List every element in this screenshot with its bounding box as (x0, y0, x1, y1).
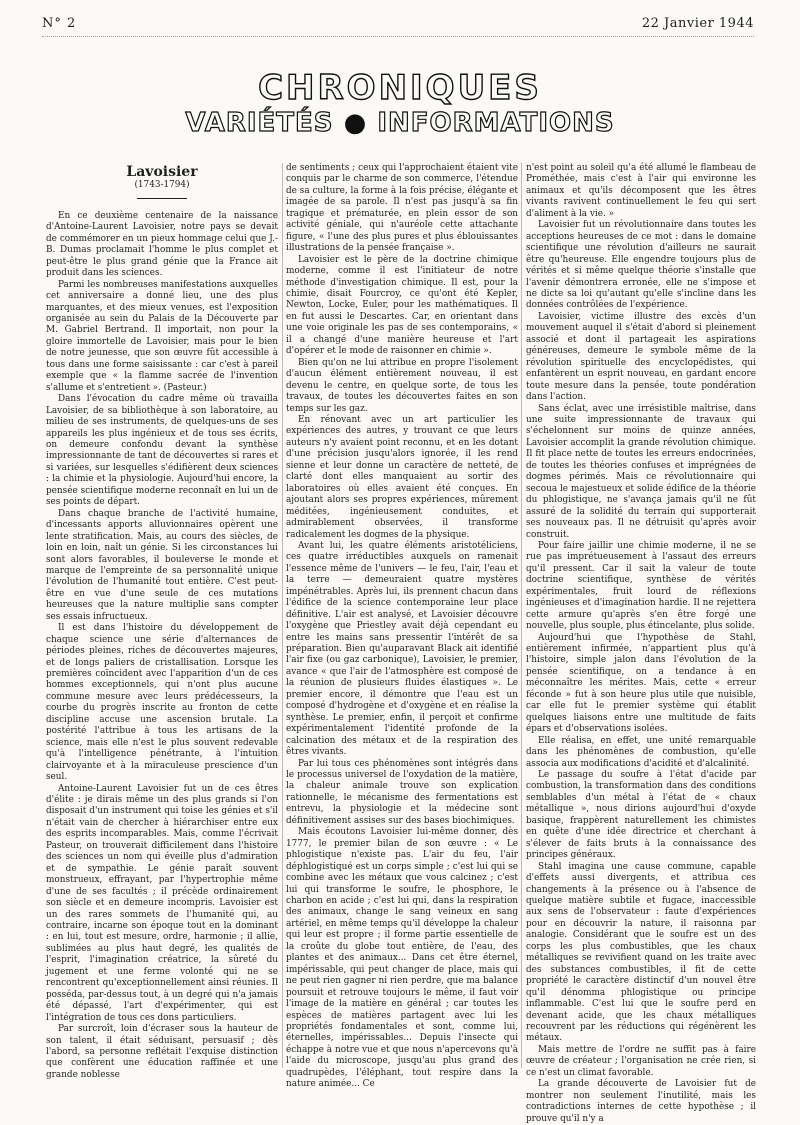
article-column-3 (526, 163, 756, 1124)
paragraph: En ce deuxième centenaire de la naissance d'Antoine-Laurent Lavoisier, notre pays se devait de commémorer en un pieux hommage celui que J.-B. Dumas proclamait l'homme le plus complet et peut-être le plus grand génie que la France ait produit dans les sciences. (46, 210, 278, 279)
paragraph: Il est dans l'histoire du développement de chaque science une série d'alternances de périodes pleines, riches de découvertes majeures, et de longs paliers de cristallisation. Lorsque les premières coïncident avec l'apparition d'un de ces hommes exceptionnels, qui n'ont plus aucune commune mesure avec leurs prédécesseurs, la courbe du progrès inscrite au fronton de cette discipline accuse une ascension brutale. La postérité l'attribue à tous les artisans de la science, mais elle n'est le plus souvent redevable qu'à l'intelligence pénétrante, à l'intuition clairvoyante et à la miraculeuse prescience d'un seul. (46, 623, 278, 783)
paragraph: Elle réalisa, en effet, une unité remarquable dans les phénomènes de combustion, qu'elle associa aux modifications d'acidité et d'alcalinité. (526, 735, 756, 769)
column-divider (282, 163, 283, 1068)
paragraph: Pour faire jaillir une chimie moderne, il ne se rue pas imprétueusement à l'assaut des erreurs qu'il pressent. Car il sait la valeur de toute doctrine scientifique, synthèse de vérités expérimentales, fruit lourd de réflexions ingénieuses et d'imagination hardie. Il ne rejettera cette armure qu'après s'en être forgé une nouvelle, plus souple, plus étincelante, plus solide. (526, 540, 756, 632)
paragraph: Parmi les nombreuses manifestations auxquelles cet anniversaire a donné lieu, une des plus marquantes, et des mieux venues, est l'exposition organisée au sein du Palais de la Découverte par M. Gabriel Bertrand. Il importait, non pour la gloire immortelle de Lavoisier, mais pour le bien de notre jeunesse, que son œuvre fût accessible à tous dans une forme saisissante : car c'est à pareil exemple que « la flamme sacrée de l'invention s'allume et s'entretient ». (Pasteur.) (46, 279, 278, 393)
paragraph: Par lui tous ces phénomènes sont intégrés dans le processus universel de l'oxydation de la matière, la chaleur animale trouve son explication rationnelle, le mécanisme des fermentations est entrevu, la physiologie et la médecine sont définitivement assises sur des bases biochimiques. (286, 758, 518, 826)
paragraph: La grande découverte de Lavoisier fut de montrer non seulement l'inutilité, mais les contradictions internes de cette hypothèse ; il prouve qu'il n'y a (526, 1079, 756, 1124)
paragraph: Aujourd'hui que l'hypothèse de Stahl, entièrement infirmée, n'appartient plus qu'à l'histoire, simple jalon dans l'évolution de la pensée scientifique, on a tendance à en méconnaître les mérites. Mais, cette « erreur féconde » fut à son heure plus utile que nuisible, car elle fut le premier système qui établit quelques liaisons entre une multitude de faits épars et d'observations isolées. (526, 632, 756, 735)
issue-date: 22 Janvier 1944 (641, 16, 754, 31)
masthead-subtitle (0, 108, 800, 138)
column-divider (521, 163, 522, 1068)
paragraph: Antoine-Laurent Lavoisier fut un de ces êtres d'élite : je dirais même un des plus grands si l'on disposait d'un instrument qui toise les génies et s'il n'était vain de chercher à hiérarchiser entre eux des esprits incomparables. Mais, comme l'écrivait Pasteur, on trouverait difficilement dans l'histoire des sciences un nom qui éveille plus d'admiration et de sympathie. Le génie paraît souvent monstrueux, effrayant, par l'hypertrophie même d'une de ses facultés ; il précède ordinairement son siècle et en demeure incompris. Lavoisier est un des rares sommets de l'humanité qui, au contraire, incarne son époque tout en la dominant : en lui, tout est mesure, ordre, harmonie ; il allie, sublimées au plus haut degré, les qualités de l'esprit, l'imagination créatrice, la sûreté du jugement et une ferme volonté qui ne se rencontrent qu'exceptionnellement ainsi réunies. Il posséda, par-dessus tout, à un degré qui n'a jamais été dépassé, l'art d'expérimenter, qui est l'intégration de tous ces dons particuliers. (46, 783, 278, 1023)
article-column-1 (46, 163, 278, 1080)
paragraph: Le passage du soufre à l'état d'acide par combustion, la transformation dans des conditions semblables d'un métal à l'état de « chaux métallique », nous dirions aujourd'hui d'oxyde basique, frappèrent naturellement les chimistes en quête d'une idée directrice et cherchant à s'élever de faits bruts à la connaissance des principes généraux. (526, 770, 756, 861)
title-divider (137, 198, 187, 199)
paragraph: Dans l'évocation du cadre même où travailla Lavoisier, de sa bibliothèque à son laboratoire, au milieu de ses instruments, de quelques-uns de ses appareils les plus ingénieux et de tous ses écrits, on demeure confondu devant la synthèse impressionnante de tant de découvertes si rares et si variées, sur lesquelles s'édifièrent deux sciences : la chimie et la physiologie. Aujourd'hui encore, la pensée scientifique moderne reconnaît en lui un de ses points de départ. (46, 394, 278, 508)
paragraph: Par surcroît, loin d'écraser sous la hauteur de son talent, il était séduisant, persuasif ; dès l'abord, sa personne reflétait l'exquise distinction que confèrent une éducation raffinée et une grande noblesse (46, 1024, 278, 1080)
masthead-informations: INFORMATIONS (377, 108, 615, 138)
masthead-varietes: VARIÉTÉS (185, 108, 334, 138)
paragraph: Avant lui, les quatre éléments aristotéliciens, ces quatre irréductibles auxquels on ramenait l'essence même de l'univers — le feu, l'air, l'eau et la terre — demeuraient quatre mystères impénétrables. Après lui, ils prennent chacun dans l'édifice de la science contemporaine leur place définitive. L'air est analysé, et Lavoisier découvre l'oxygène que Priestley avait déjà cependant eu entre les mains sans pressentir l'intérêt de sa préparation. Bien qu'auparavant Black ait identifié l'air fixe (ou gaz carbonique), Lavoisier, le premier, avance « que l'air de l'atmosphère est composé de la réunion de plusieurs fluides élastiques ». Le premier encore, il démontre que l'eau est un composé d'hydrogène et d'oxygène et en réalise la synthèse. Le premier, enfin, il perçoit et confirme expérimentalement l'identité profonde de la calcination des métaux et de la respiration des êtres vivants. (286, 540, 518, 758)
paragraph: Lavoisier fut un révolutionnaire dans toutes les acceptions heureuses de ce mot : dans le domaine scientifique une révolution d'ailleurs ne saurait être qu'heureuse. Elle engendre toujours plus de vérités et si même quelque théorie s'installe que l'avenir démontrera erronée, elle ne s'impose et ne dicte sa loi qu'autant qu'elle s'incline dans les données contrôlées de l'expérience. (526, 220, 756, 311)
paragraph: de sentiments ; ceux qui l'approchaient étaient vite conquis par le charme de son commerce, l'étendue de sa culture, la forme à la fois précise, élégante et imagée de sa parole. Il n'est pas jusqu'à sa fin tragique et prématurée, en plein essor de son activité géniale, qui n'auréole cette attachante figure, « l'une des plus pures et plus éblouissantes illustrations de la pensée française ». (286, 163, 518, 254)
paragraph: Dans chaque branche de l'activité humaine, d'incessants apports alluvionnaires opèrent une lente stratification. Mais, au cours des siècles, de loin en loin, naît un génie. Si les circonstances lui sont alors favorables, il bouleverse le monde et marque de l'empreinte de sa personnalité unique l'évolution de l'humanité tout entière. C'est peut-être en vue d'une seule de ces mutations heureuses que la nature multiplie sans compter ses essais infructueux. (46, 508, 278, 622)
paragraph: Mais mettre de l'ordre ne suffit pas à faire œuvre de créateur ; l'organisation ne crée rien, si ce n'est un climat favorable. (526, 1044, 756, 1078)
bullet-icon: ● (343, 108, 368, 138)
paragraph: n'est point au soleil qu'a été allumé le flambeau de Prométhée, mais c'est à l'air qui environne les animaux et qu'ils décomposent que les êtres vivants ravivent continuellement le feu qui sert d'aliment à la vie. » (526, 163, 756, 219)
article-dates: (1743-1794) (134, 180, 190, 191)
article-title: Lavoisier (126, 164, 198, 180)
paragraph: Bien qu'on ne lui attribue en propre l'isolement d'aucun élément entièrement nouveau, il est devenu le centre, en quelque sorte, de tous les travaux, de toutes les découvertes faites en son temps sur les gaz. (286, 357, 518, 414)
paragraph: Stahl imagina une cause commune, capable d'effets aussi divergents, et attribua ces changements à la présence ou à l'absence de quelque matière subtile et fugace, inaccessible aux sens de l'observateur : faute d'expériences pour en découvrir la nature, il raisonna par analogie. Considérant que le soufre est un des corps les plus combustibles, que les chaux métalliques se revivifient quand on les traite avec des substances combustibles, il fit de cette propriété le caractère distinctif d'un nouvel être qu'il dénomma phlogistique ou principe inflammable. C'est lui que le soufre perd en devenant acide, que les chaux métalliques recouvrent par les réductions qui régénèrent les métaux. (526, 861, 756, 1044)
paragraph: En rénovant avec un art particulier les expériences des autres, y trouvant ce que leurs auteurs n'y avaient point reconnu, et en les dotant d'une précision jusqu'alors ignorée, il les rend sienne et leur donne un caractère de netteté, de clarté dont elles manquaient au sortir des laboratoires où elles avaient été conçues. En ajoutant alors ses propres expériences, mûrement méditées, ingénieusement conduites, et admirablement observées, il transforme radicalement les dogmes de la physique. (286, 414, 518, 540)
paragraph: Sans éclat, avec une irrésistible maîtrise, dans une suite impressionnante de travaux qui s'échelonnent sur moins de quinze années, Lavoisier accomplit la grande révolution chimique. Il fit place nette de toutes les erreurs endocrinées, de toutes les théories confuses et imprégnées de dogmes périmés. Mais ce révolutionnaire qui secoua le majestueux et solide édifice de la théorie du phlogistique, ne s'avança jamais qu'il ne fût assuré de la solidité du terrain qui supporterait ses nouveaux pas. Il ne détruisit qu'après avoir construit. (526, 403, 756, 540)
article-column-2 (286, 163, 518, 1090)
header-divider (42, 36, 754, 37)
paragraph: Lavoisier est le père de la doctrine chimique moderne, comme il est l'initiateur de notre méthode d'investigation chimique. Il est, pour la chimie, disait Fourcroy, ce qu'ont été Kepler, Newton, Locke, Euler, pour les mathématiques. Il en fut aussi le Descartes. Car, en orientant dans une voie originale les pas de ses contemporains, « il a changé d'une manière heureuse et l'art d'opérer et le mode de raisonner en chimie ». (286, 254, 518, 357)
paragraph: Lavoisier, victime illustre des excès d'un mouvement auquel il s'était d'abord si pleinement associé et dont il partageait les aspirations généreuses, demeure le symbole même de la révolution spirituelle des encyclopédistes, qui enfantèrent un esprit nouveau, en gardant encore toute mesure dans la pensée, toute pondération dans l'action. (526, 311, 756, 403)
paragraph: Mais écoutons Lavoisier lui-même donner, dès 1777, le premier bilan de son œuvre : « Le phlogistique n'existe pas. L'air du feu, l'air déphlogistiqué est un corps simple ; c'est lui qui se combine avec les métaux que vous calcinez ; c'est lui qui transforme le soufre, le phosphore, le charbon en acide ; c'est lui qui, dans la respiration des animaux, change le sang veineux en sang artériel, en même temps qu'il développe la chaleur qui leur est propre ; il forme partie essentielle de la croûte du globe tout entière, de l'eau, des plantes et des animaux... Dans cet être éternel, impérissable, qui peut changer de place, mais qui ne peut rien gagner ni rien perdre, que ma balance poursuit et retrouve toujours le même, il faut voir l'image de la matière en général ; car toutes les espèces de matières partagent avec lui les propriétés fondamentales et sont, comme lui, éternelles, impérissables... Depuis l'insecte qui échappe à notre vue et que nous n'apercevons qu'à l'aide du microscope, jusqu'au plus grand des quadrupèdes, l'éléphant, tout respire dans la nature animée... Ce (286, 827, 518, 1090)
masthead-title: CHRONIQUES (258, 68, 542, 108)
issue-number: N° 2 (42, 16, 77, 31)
